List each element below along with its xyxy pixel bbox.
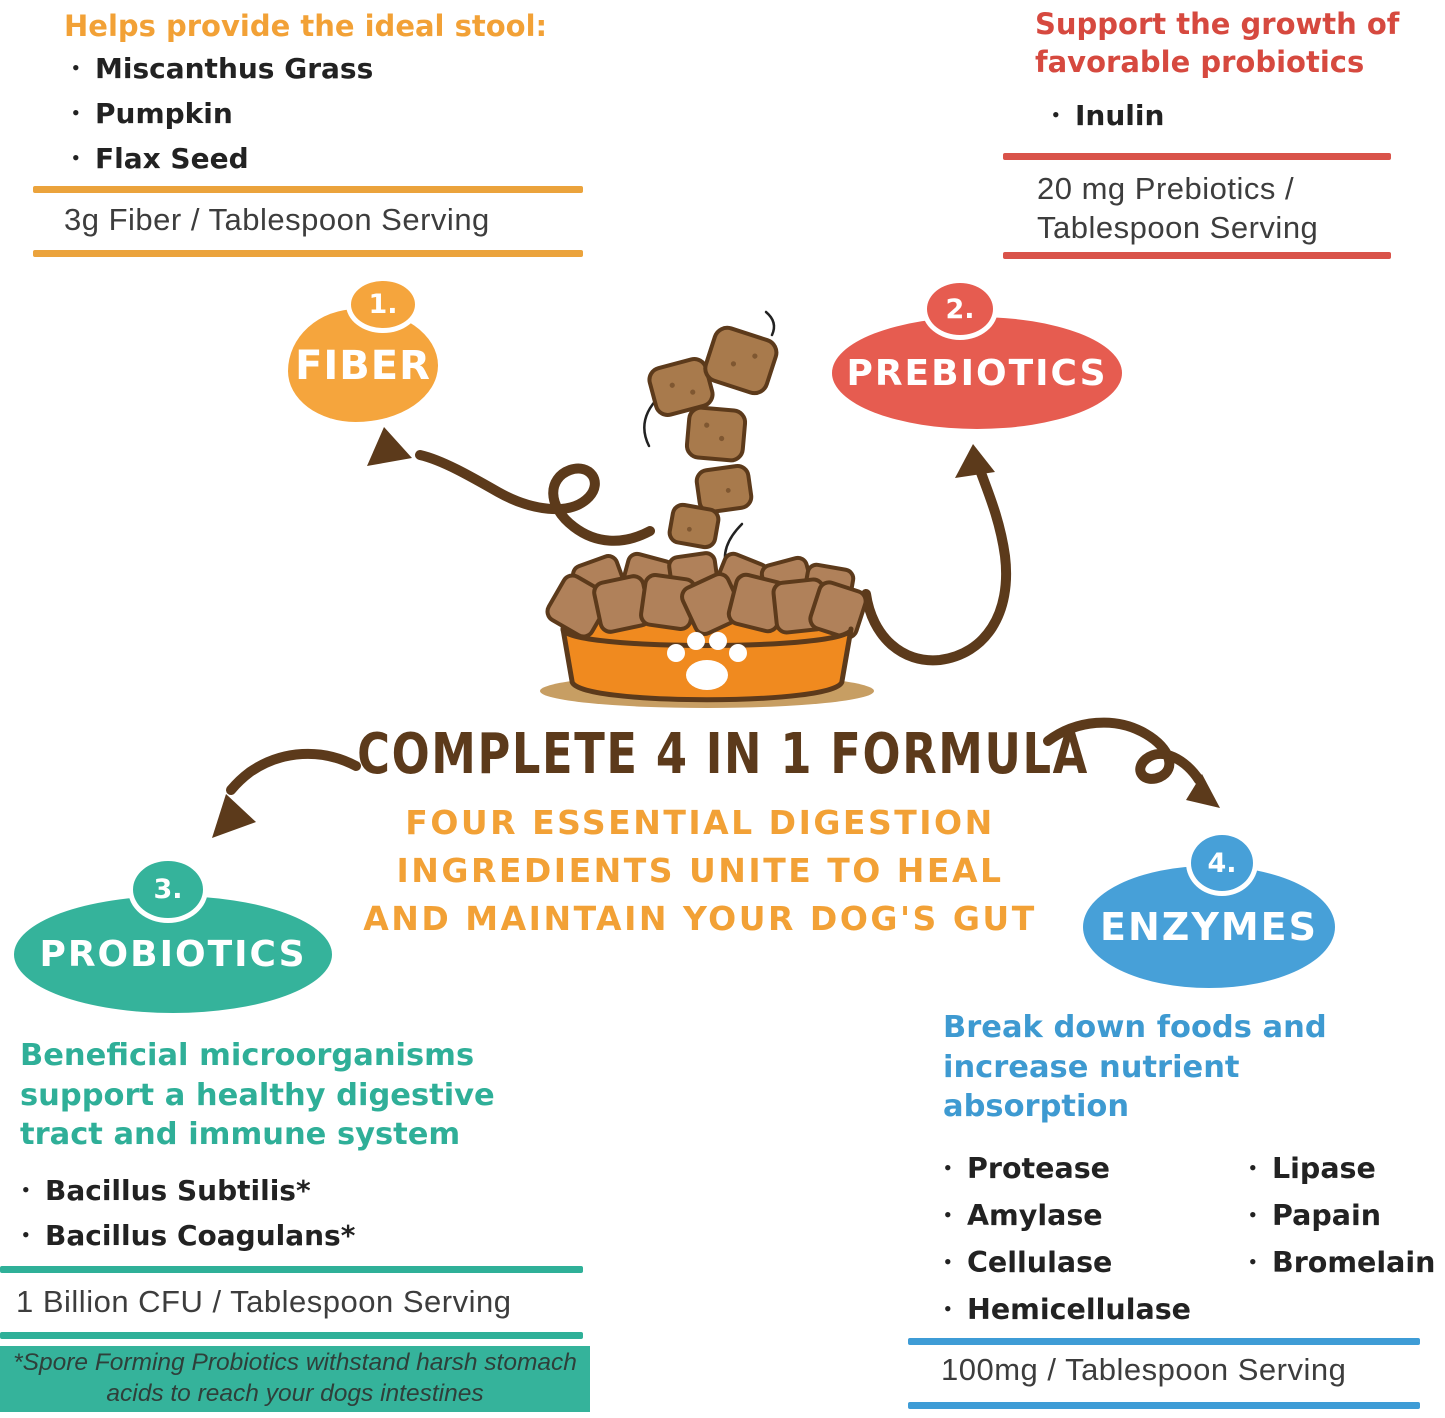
- enzymes-badge-number: 4.: [1186, 830, 1258, 896]
- list-item: • Pumpkin: [68, 97, 373, 130]
- probiotics-badge-number: 3.: [128, 856, 208, 923]
- probiotics-heading: Beneficial microorganisms support a healthy digestive tract and immune system: [20, 1038, 495, 1153]
- arrow-to-prebiotics-icon: [866, 444, 1006, 660]
- enzymes-serving-text: 100mg / Tablespoon Serving: [941, 1352, 1347, 1387]
- fiber-badge-label: FIBER: [295, 342, 431, 389]
- list-item: • Papain: [1245, 1199, 1435, 1232]
- list-item: • Lipase: [1245, 1152, 1435, 1185]
- list-item: • Bromelain: [1245, 1246, 1435, 1279]
- dog-bowl-icon: [540, 551, 874, 708]
- subtitle-line: AND MAINTAIN YOUR DOG'S GUT: [363, 898, 1037, 938]
- falling-kibble-icon: [647, 324, 780, 548]
- list-item: • Flax Seed: [68, 142, 373, 175]
- prebiotics-badge-label: PREBIOTICS: [846, 352, 1108, 394]
- fiber-heading: Helps provide the ideal stool:: [64, 9, 548, 43]
- subtitle: [330, 799, 1070, 943]
- probiotics-badge-label: PROBIOTICS: [39, 934, 307, 975]
- list-item: • Amylase: [940, 1199, 1191, 1232]
- subtitle-line: FOUR ESSENTIAL DIGESTION: [405, 803, 995, 842]
- fiber-serving-text: 3g Fiber / Tablespoon Serving: [64, 202, 490, 237]
- list-item: • Hemicellulase: [940, 1293, 1191, 1326]
- prebiotics-heading: Support the growth of favorable probiotics: [1035, 7, 1400, 79]
- list-item: • Miscanthus Grass: [68, 52, 373, 85]
- list-item: • Protease: [940, 1152, 1191, 1185]
- bowl-kibble-icon: [544, 551, 868, 640]
- list-item: • Cellulase: [940, 1246, 1191, 1279]
- prebiotics-serving-text: 20 mg Prebiotics / Tablespoon Serving: [1037, 171, 1319, 245]
- probiotics-serving-text: 1 Billion CFU / Tablespoon Serving: [16, 1284, 512, 1319]
- fiber-badge-number: 1.: [346, 276, 420, 333]
- main-title: COMPLETE 4 IN 1 FORMULA: [356, 722, 1089, 787]
- probiotics-footnote-text: *Spore Forming Probiotics withstand harsh stomach acids to reach your dogs intestines: [13, 1349, 577, 1407]
- list-item: • Bacillus Coagulans*: [18, 1219, 355, 1252]
- list-item: • Inulin: [1048, 99, 1164, 132]
- enzymes-badge-label: ENZYMES: [1100, 905, 1318, 949]
- list-item: • Bacillus Subtilis*: [18, 1174, 355, 1207]
- subtitle-line: INGREDIENTS UNITE TO HEAL: [396, 850, 1004, 890]
- prebiotics-badge-number: 2.: [922, 278, 998, 340]
- arrow-to-fiber-icon: [367, 427, 650, 541]
- enzymes-heading: Break down foods and increase nutrient absorption: [943, 1010, 1327, 1125]
